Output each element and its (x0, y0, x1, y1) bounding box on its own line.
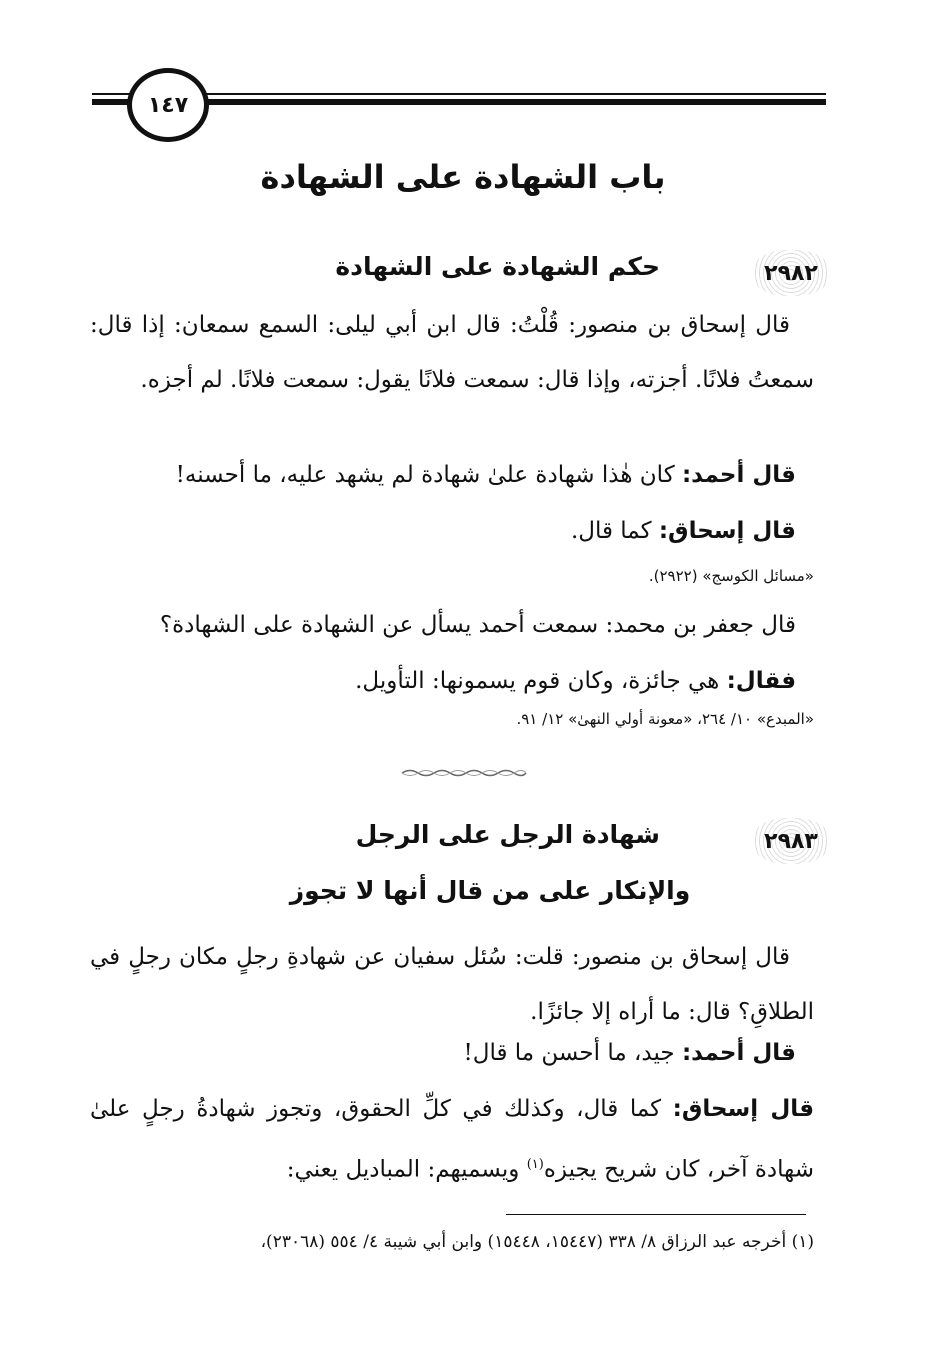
entry-subtitle: والإنكار على من قال أنها لا تجوز (289, 876, 691, 905)
speaker-label: قال أحمد: (681, 462, 796, 488)
footnote: (١) أخرجه عبد الرزاق ٨/ ٣٣٨ (١٥٤٤٧، ١٥٤٤٨) وابن أبي شيبة ٤/ ٥٥٤ (٢٣٠٦٨)، (260, 1232, 814, 1252)
chapter-title: باب الشهادة على الشهادة (260, 158, 666, 196)
entry-heading (90, 250, 830, 300)
jafar-question: قال جعفر بن محمد: سمعت أحمد يسأل عن الشهادة على الشهادة؟ (159, 612, 796, 638)
ahmad-statement (90, 1040, 796, 1066)
entry-paragraph: قال إسحاق بن منصور: قُلْتُ: قال ابن أبي ليلى: السمع سمعان: إذا قال: سمعتُ فلانًا. أجزته، وإذا قال: سمعت فلانًا يقول: سمعت فلانًا. لم أجزه. (90, 312, 814, 393)
statement-text: ويسميهم: المباديل يعني: (286, 1156, 520, 1183)
statement-text: كما قال. (570, 518, 652, 544)
entry-title: شهادة الرجل على الرجل (355, 820, 660, 849)
statement-text: كما قال، وكذلك في كلِّ الحقوق، وتجوز شهادةُ رجلٍ علىٰ شهادة آخر، كان شريح يجيزه (90, 1096, 814, 1183)
ahmad-answer (90, 668, 796, 694)
footnote-marker[interactable]: (١) (526, 1157, 544, 1172)
speaker-label: قال إسحاق: (658, 518, 796, 544)
ornament-divider-icon (400, 768, 528, 778)
entry-number-badge: ٢٩٨٢ (752, 250, 830, 296)
statement-text: كان هٰذا شهادة علىٰ شهادة لم يشهد عليه، ما أحسنه! (175, 462, 675, 488)
source-citation: «مسائل الكوسج» (٢٩٢٢). (648, 567, 814, 585)
entry-title: حكم الشهادة على الشهادة (335, 252, 660, 281)
ishaq-statement (90, 1082, 814, 1198)
statement-text: هي جائزة، وكان قوم يسمونها: التأويل. (355, 668, 720, 694)
speaker-label: قال أحمد: (681, 1040, 796, 1066)
entry-paragraph: قال إسحاق بن منصور: قلت: سُئل سفيان عن شهادةِ رجلٍ مكان رجلٍ في الطلاقِ؟ قال: ما أراه إلا جائزًا. (90, 944, 814, 1025)
ishaq-statement (90, 518, 796, 544)
speaker-label: فقال: (726, 668, 796, 694)
ahmad-statement (90, 462, 796, 488)
page-number: ١٤٧ (127, 68, 209, 142)
speaker-label: قال إسحاق: (672, 1096, 815, 1122)
entry-number-badge: ٢٩٨٣ (752, 818, 830, 864)
source-citation: «المبدع» ١٠/ ٢٦٤، «معونة أولي النهىٰ» ١٢/ ٩١. (516, 710, 814, 728)
statement-text: جيد، ما أحسن ما قال! (463, 1040, 675, 1066)
entry-heading (90, 818, 830, 868)
footnote-rule (506, 1214, 806, 1215)
